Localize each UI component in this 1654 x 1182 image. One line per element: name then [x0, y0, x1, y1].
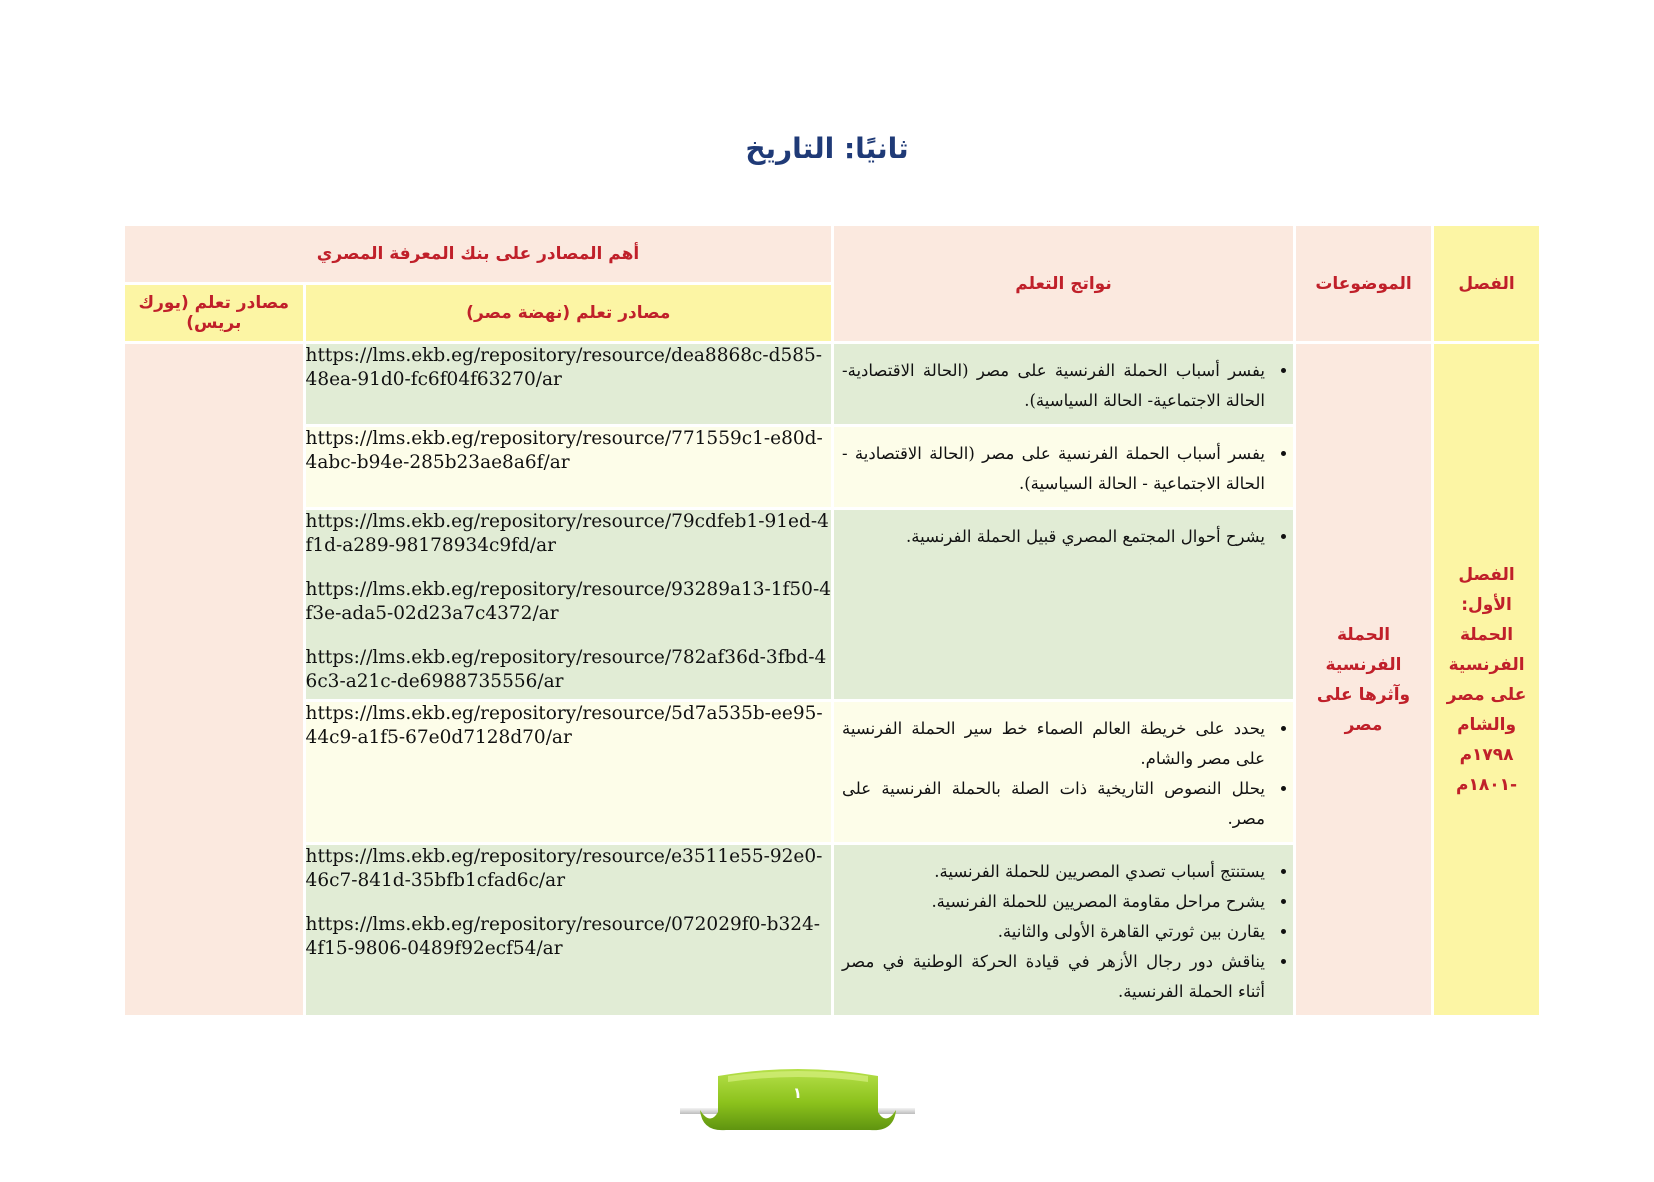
- resource-link[interactable]: https://lms.ekb.eg/repository/resource/771559c1-e80d-4abc-b94e-285b23ae8a6f/ar: [305, 428, 823, 473]
- outcome-item: • يستنتج أسباب تصدي المصريين للحملة الفرنسية.: [842, 857, 1269, 887]
- outcomes-cell: [834, 344, 1293, 424]
- chapter-line: الفصل: [1458, 564, 1515, 585]
- header-topics: الموضوعات: [1296, 226, 1431, 341]
- outcome-item: • يحدد على خريطة العالم الصماء خط سير الحملة الفرنسية على مصر والشام.: [842, 714, 1269, 774]
- resource-link[interactable]: https://lms.ekb.eg/repository/resource/072029f0-b324-4f15-9806-0489f92ecf54/ar: [305, 914, 821, 959]
- chapter-line: -١٨٠١م: [1456, 774, 1518, 795]
- page-title: ثانيًا: التاريخ: [745, 132, 909, 165]
- chapter-line: الأول:: [1461, 594, 1512, 615]
- curriculum-table: [122, 223, 1542, 1018]
- header-outcomes: نواتج التعلم: [834, 226, 1293, 341]
- header-sources-nahdet: مصادر تعلم (نهضة مصر): [306, 285, 831, 341]
- outcomes-cell: [834, 845, 1293, 1015]
- chapter-cell: [1434, 344, 1539, 1015]
- nahdet-links-cell: [306, 845, 831, 1015]
- header-sources-york: مصادر تعلم (يورك بريس): [125, 285, 303, 341]
- chapter-line: الفرنسية: [1448, 654, 1525, 675]
- nahdet-links-cell: [306, 427, 831, 507]
- page-number-badge: [680, 1066, 915, 1136]
- topic-line: الحملة: [1336, 624, 1391, 645]
- chapter-line: على مصر: [1446, 684, 1527, 705]
- outcome-item: • يناقش دور رجال الأزهر في قيادة الحركة الوطنية في مصر أثناء الحملة الفرنسية.: [842, 947, 1269, 1007]
- resource-link[interactable]: https://lms.ekb.eg/repository/resource/782af36d-3fbd-46c3-a21c-de6988735556/ar: [305, 647, 827, 692]
- chapter-line: ١٧٩٨م: [1459, 744, 1514, 765]
- topic-cell: [1296, 344, 1431, 1015]
- nahdet-links-cell: [306, 344, 831, 424]
- header-chapter: الفصل: [1434, 226, 1539, 341]
- outcome-item: • يفسر أسباب الحملة الفرنسية على مصر (الحالة الاقتصادية - الحالة الاجتماعية - الحالة السياسية).: [842, 439, 1269, 499]
- page-number: ١: [792, 1084, 803, 1102]
- outcome-item: • يحلل النصوص التاريخية ذات الصلة بالحملة الفرنسية على مصر.: [842, 774, 1269, 834]
- nahdet-links-cell: [306, 702, 831, 842]
- outcomes-cell: [834, 427, 1293, 507]
- chapter-line: الحملة: [1460, 624, 1514, 645]
- nahdet-links-cell: [306, 510, 831, 699]
- resource-link[interactable]: https://lms.ekb.eg/repository/resource/93289a13-1f50-4f3e-ada5-02d23a7c4372/ar: [305, 579, 831, 624]
- chapter-line: والشام: [1457, 714, 1517, 735]
- outcomes-cell: [834, 510, 1293, 699]
- outcome-item: • يشرح أحوال المجتمع المصري قبيل الحملة الفرنسية.: [842, 522, 1269, 552]
- resource-link[interactable]: https://lms.ekb.eg/repository/resource/79cdfeb1-91ed-4f1d-a289-98178934c9fd/ar: [305, 511, 829, 556]
- header-sources-group: أهم المصادر على بنك المعرفة المصري: [125, 226, 831, 282]
- topic-line: الفرنسية: [1325, 654, 1402, 675]
- resource-link[interactable]: https://lms.ekb.eg/repository/resource/e3511e55-92e0-46c7-841d-35bfb1cfad6c/ar: [305, 846, 823, 891]
- york-sources-cell: [125, 344, 303, 1015]
- resource-link[interactable]: https://lms.ekb.eg/repository/resource/dea8868c-d585-48ea-91d0-fc6f04f63270/ar: [305, 345, 823, 390]
- topic-line: مصر: [1344, 714, 1383, 735]
- resource-link[interactable]: https://lms.ekb.eg/repository/resource/5d7a535b-ee95-44c9-a1f5-67e0d7128d70/ar: [305, 703, 823, 748]
- outcome-item: • يشرح مراحل مقاومة المصريين للحملة الفرنسية.: [842, 887, 1269, 917]
- outcome-item: • يقارن بين ثورتي القاهرة الأولى والثانية.: [842, 917, 1269, 947]
- topic-line: وآثرها على: [1316, 684, 1411, 705]
- outcomes-cell: [834, 702, 1293, 842]
- outcome-item: • يفسر أسباب الحملة الفرنسية على مصر (الحالة الاقتصادية- الحالة الاجتماعية- الحالة السياسية).: [842, 356, 1269, 416]
